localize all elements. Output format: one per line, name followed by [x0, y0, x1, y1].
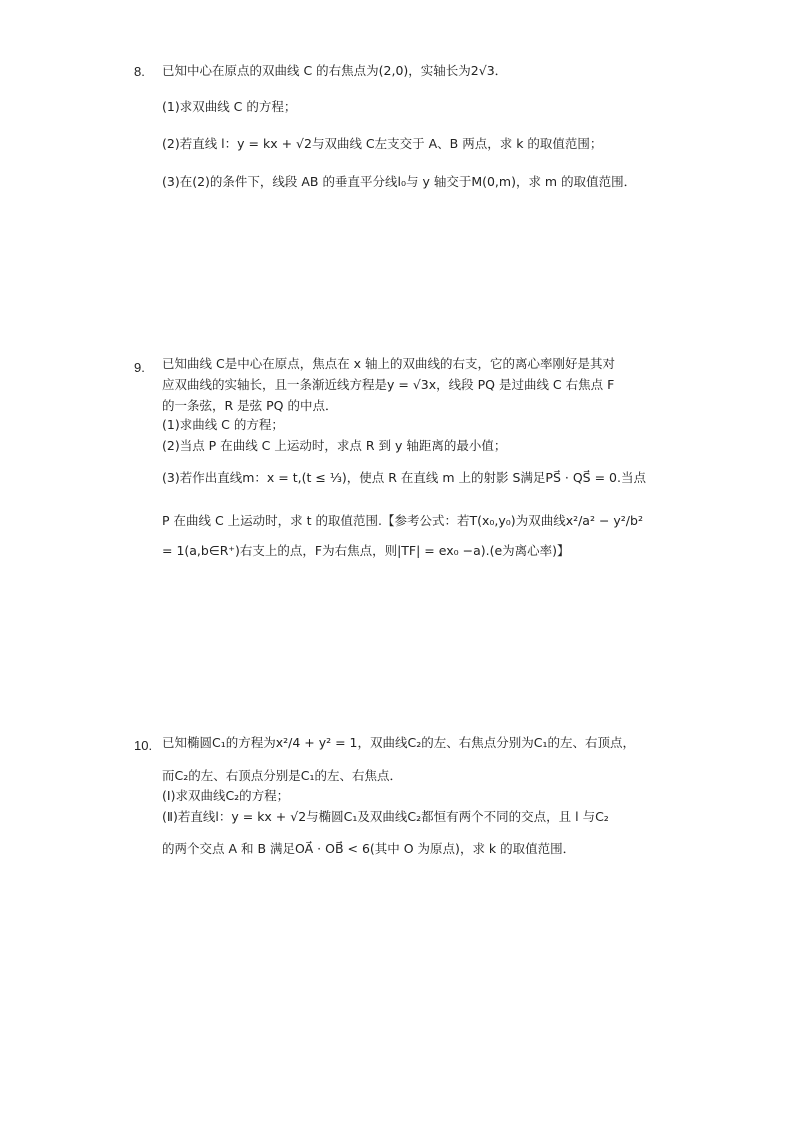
- sub-question-1: (Ⅰ)求双曲线C₂的方程；: [162, 788, 290, 803]
- sub-question-2: (2)若直线 l：y = kx + √2与双曲线 C左支交于 A、B 两点，求 k 的取值范围；: [162, 136, 603, 151]
- problem-statement-line: 而C₂的左、右顶点分别是C₁的左、右焦点．: [162, 768, 402, 783]
- problem-number: 10.: [134, 738, 153, 753]
- sub-question-1: (1)求曲线 C 的方程；: [162, 417, 284, 432]
- sub-question-2-continued: 的两个交点 A 和 B 满足OA⃗ · OB⃗ < 6(其中 O 为原点)，求 k 的取值范围．: [162, 841, 576, 856]
- reference-formula: = 1(a,b∈R⁺)右支上的点，F为右焦点，则|TF| = ex₀ −a).(e为离心率)】: [162, 543, 570, 558]
- sub-question-2: (2)当点 P 在曲线 C 上运动时，求点 R 到 y 轴距离的最小值；: [162, 438, 507, 453]
- problem-number: 8.: [134, 64, 145, 79]
- sub-question-2: (Ⅱ)若直线l：y = kx + √2与椭圆C₁及双曲线C₂都恒有两个不同的交点，且 l 与C₂: [162, 809, 609, 824]
- problem-statement-line: 的一条弦，R 是弦 PQ 的中点．: [162, 398, 338, 413]
- sub-question-3: (3)在(2)的条件下，线段 AB 的垂直平分线l₀与 y 轴交于M(0,m)，求 m 的取值范围．: [162, 174, 637, 189]
- problem-statement-line: 已知椭圆C₁的方程为x²/4 + y² = 1，双曲线C₂的左、右焦点分别为C₁的左、右顶点，: [162, 735, 635, 750]
- sub-question-3-continued: P 在曲线 C 上运动时，求 t 的取值范围.【参考公式：若T(x₀,y₀)为双曲线x²/a² − y²/b²: [162, 513, 643, 528]
- problem-number: 9.: [134, 360, 145, 375]
- problem-statement-line: 已知曲线 C是中心在原点，焦点在 x 轴上的双曲线的右支，它的离心率刚好是其对: [162, 356, 616, 371]
- sub-question-3: (3)若作出直线m：x = t,(t ≤ ⅓)，使点 R 在直线 m 上的射影 S满足PS⃗ · QS⃗ = 0.当点: [162, 470, 646, 485]
- sub-question-1: (1)求双曲线 C 的方程；: [162, 99, 297, 114]
- problem-statement: 已知中心在原点的双曲线 C 的右焦点为(2,0)，实轴长为2√3．: [162, 63, 508, 78]
- problem-statement-line: 应双曲线的实轴长，且一条渐近线方程是y = √3x，线段 PQ 是过曲线 C 右焦点 F: [162, 377, 615, 392]
